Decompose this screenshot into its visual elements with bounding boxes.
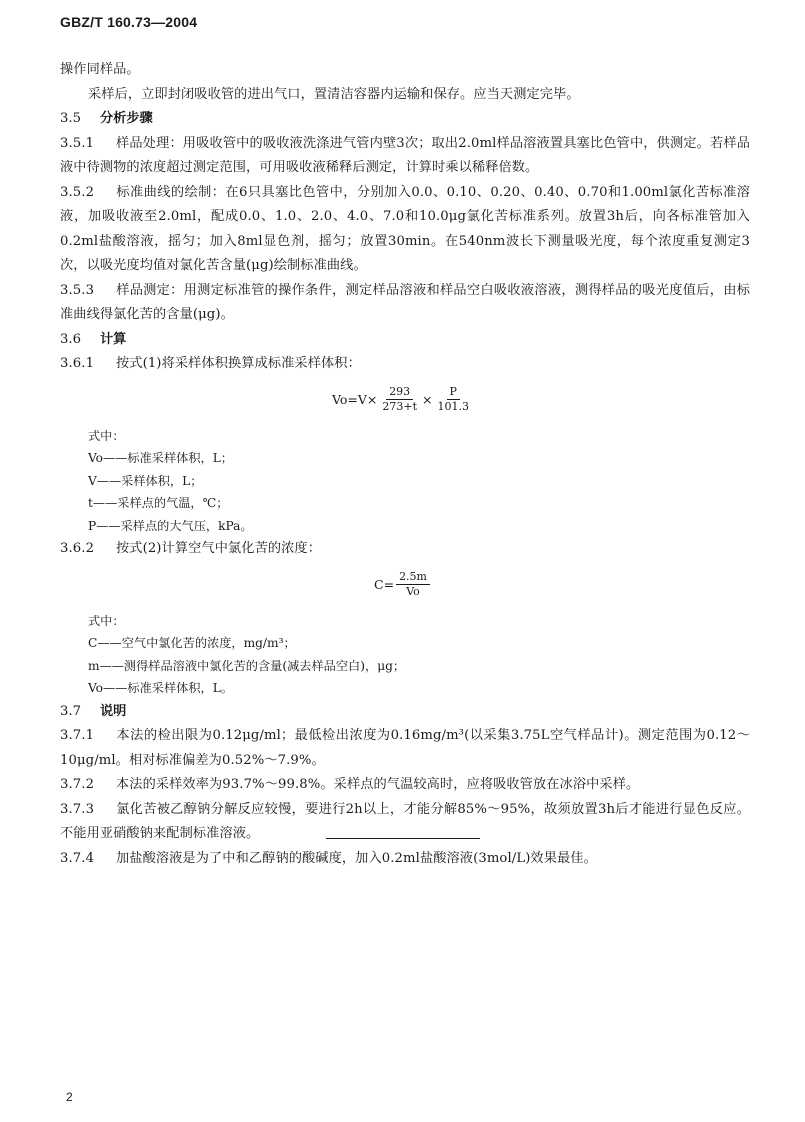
clause [60,773,750,798]
clause [60,132,750,181]
page-number: 2 [66,1090,73,1104]
clause-number: 3.5.3 [60,282,95,298]
where-label: 式中： [88,613,125,628]
clause [60,847,750,872]
end-rule [326,838,480,839]
clause-text: 本法的检出限为0.12μg/ml；最低检出浓度为0.16mg/m³(以采集3.75L空气样品计)。测定范围为0.12～10μg/ml。相对标准偏差为0.52%～7.9%。 [60,728,750,768]
page-body [60,58,750,871]
clause-text: 按式(2)计算空气中氯化苦的浓度： [116,541,322,556]
clause-number: 3.5.2 [60,184,95,200]
formula-1 [60,381,750,419]
clause-number: 3.7.3 [60,801,95,817]
clause-number: 3.7.2 [60,777,95,792]
clause [60,724,750,773]
clause-number: 3.7.4 [60,850,95,866]
clause [60,537,750,562]
section-number: 3.6 [60,331,81,347]
variable-definition: Vo——标准采样体积，L。 [88,681,233,695]
clause-text: 样品处理：用吸收管中的吸收液洗涤进气管内壁3次；取出2.0ml样品溶液置具塞比色管中，供测定。若样品液中待测物的浓度超过测定范围，可用吸收液稀释后测定，计算时乘以稀释倍数。 [60,135,750,175]
paragraph: 操作同样品。 [60,62,140,77]
section-number: 3.5 [60,111,81,126]
section-heading [60,107,750,132]
section-heading [60,700,750,725]
clause [60,798,750,847]
clause-text: 本法的采样效率为93.7%～99.8%。采样点的气温较高时，应将吸收管放在冰浴中采样。 [116,777,640,792]
numerator: 293 [386,385,413,400]
section-title: 说明 [100,703,127,719]
clause-number: 3.7.1 [60,728,95,743]
variable-definition: P——采样点的大气压，kPa。 [88,518,253,533]
clause-number: 3.5.1 [60,135,95,151]
section-title: 分析步骤 [100,111,153,126]
section-number: 3.7 [60,703,81,719]
section-title: 计算 [100,331,127,347]
clause-text: 样品测定：用测定标准管的操作条件，测定样品溶液和样品空白吸收液溶液，测得样品的吸光度值后，由标准曲线得氯化苦的含量(μg)。 [60,282,750,322]
variable-definition: C——空气中氯化苦的浓度，mg/m³； [88,636,296,650]
where-label: 式中： [88,428,125,443]
fraction [396,570,430,599]
clause [60,352,750,377]
numerator: P [447,385,460,400]
section-heading [60,328,750,353]
formula-lhs: C= [374,577,395,592]
clause-number: 3.6.1 [60,356,95,371]
numerator: 2.5m [396,570,430,585]
formula-2 [60,566,750,604]
clause-text: 按式(1)将采样体积换算成标准采样体积： [116,356,361,371]
formula-expression [374,568,432,602]
variable-definition: t——采样点的气温，℃； [88,496,229,510]
formula-expression [332,383,474,417]
formula-lhs: Vo=V× [331,392,378,407]
variable-definition: m——测得样品溶液中氯化苦的含量(减去样品空白)，μg； [88,658,406,673]
standard-number: GBZ/T 160.73—2004 [60,14,198,30]
clause-text: 氯化苦被乙醇钠分解反应较慢，要进行2h以上，才能分解85%～95%，故须放置3h后才能进行显色反应。不能用亚硝酸钠来配制标准溶液。 [60,801,750,841]
variable-definition: Vo——标准采样体积，L； [88,451,233,465]
clause [60,181,750,279]
denominator: 273+t [382,400,418,413]
clause-text: 加盐酸溶液是为了中和乙醇钠的酸碱度，加入0.2ml盐酸溶液(3mol/L)效果最佳。 [116,850,597,866]
variable-definition: V——采样体积，L； [88,473,203,488]
clause-number: 3.6.2 [60,541,95,556]
clause-text: 标准曲线的绘制：在6只具塞比色管中，分别加入0.0、0.10、0.20、0.40、0.70和1.00ml氯化苦标准溶液，加吸收液至2.0ml，配成0.0、1.0、2.0、4.0、7.0和10.0μg氯化苦标准系列。放置3h后，向各标准管加入0.2ml盐酸溶液，摇匀；加入8ml显色剂，摇匀；放置30min。在540nm波长下测量吸光度，每个浓度重复测定3次，以吸光度均值对氯化苦含量(μg)绘制标准曲线。 [60,184,750,273]
times-sign: × [422,392,433,407]
denominator: 101.3 [437,400,469,413]
fraction [435,385,473,414]
clause [60,279,750,328]
paragraph: 采样后，立即封闭吸收管的进出气口，置清洁容器内运输和保存。应当天测定完毕。 [88,86,580,102]
denominator: Vo [406,585,420,598]
fraction [379,385,420,414]
